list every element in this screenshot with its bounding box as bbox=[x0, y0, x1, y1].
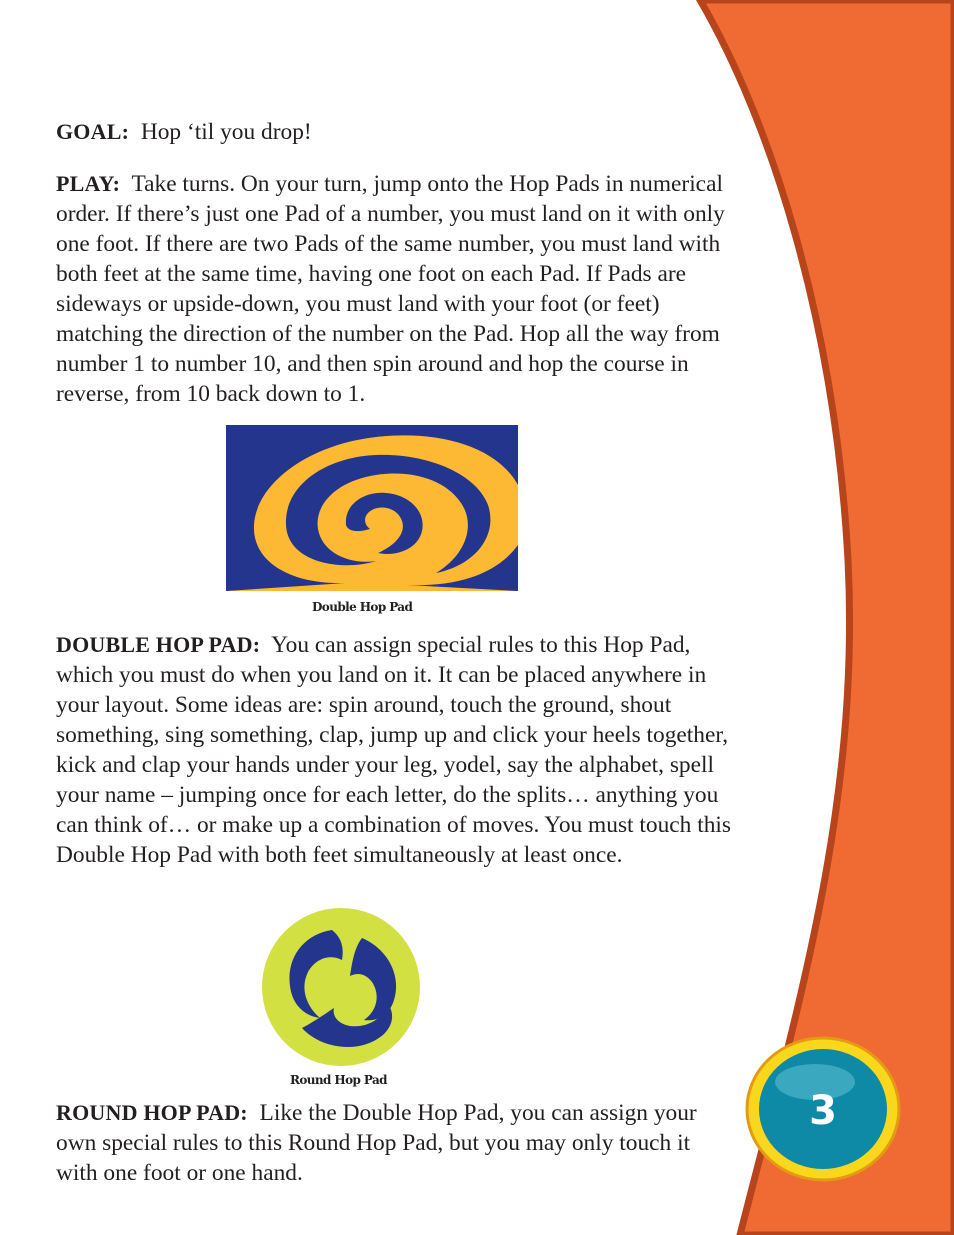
round-hop-pad-colon: : bbox=[240, 1100, 248, 1125]
double-hop-pad-caption: Double Hop Pad bbox=[312, 600, 413, 614]
goal-label: GOAL bbox=[56, 119, 122, 144]
play-colon: : bbox=[112, 171, 121, 196]
round-hop-pad-caption: Round Hop Pad bbox=[290, 1073, 387, 1087]
double-hop-pad-colon: : bbox=[252, 632, 261, 657]
round-hop-pad-label: ROUND HOP PAD bbox=[56, 1100, 241, 1125]
round-hop-pad-text: Like the Double Hop Pad, you can assign your own special rules to this Round Hop Pad, but you may only touch it with one foot or one hand. bbox=[56, 1100, 697, 1186]
goal-colon: : bbox=[121, 119, 130, 144]
double-hop-pad-paragraph bbox=[56, 630, 736, 870]
round-hop-pad-paragraph bbox=[56, 1098, 736, 1188]
double-hop-pad-image bbox=[226, 425, 518, 591]
page-number-badge bbox=[743, 1034, 903, 1184]
play-label: PLAY bbox=[56, 171, 113, 196]
play-paragraph bbox=[56, 169, 736, 409]
page-number: 3 bbox=[809, 1088, 837, 1134]
goal-paragraph bbox=[56, 117, 736, 147]
goal-text: Hop ‘til you drop! bbox=[140, 119, 312, 145]
round-hop-pad-image bbox=[262, 908, 420, 1066]
play-text: Take turns. On your turn, jump onto the Hop Pads in numerical order. If there’s just one Pad of a number, you must land on it with only one foot. If there are two Pads of the same number, you must land with both feet at the same time, having one foot on each Pad. If Pads are sideways or upside-down, you must land with your foot (or feet) matching the direction of the number on the Pad. Hop all the way from number 1 to number 10, and then spin around and hop the course in reverse, from 10 back down to 1. bbox=[56, 171, 725, 407]
double-hop-pad-text: You can assign special rules to this Hop Pad, which you must do when you land on it. It can be placed anywhere in your layout. Some ideas are: spin around, touch the ground, shout something, sing something, clap, jump up and click your heels together, kick and clap your hands under your leg, yodel, say the alphabet, spell your name – jumping once for each letter, do the splits… anything you can think of… or make up a combination of moves. You must touch this Double Hop Pad with both feet simultaneously at least once. bbox=[56, 632, 732, 868]
double-hop-pad-label: DOUBLE HOP PAD bbox=[56, 632, 253, 657]
